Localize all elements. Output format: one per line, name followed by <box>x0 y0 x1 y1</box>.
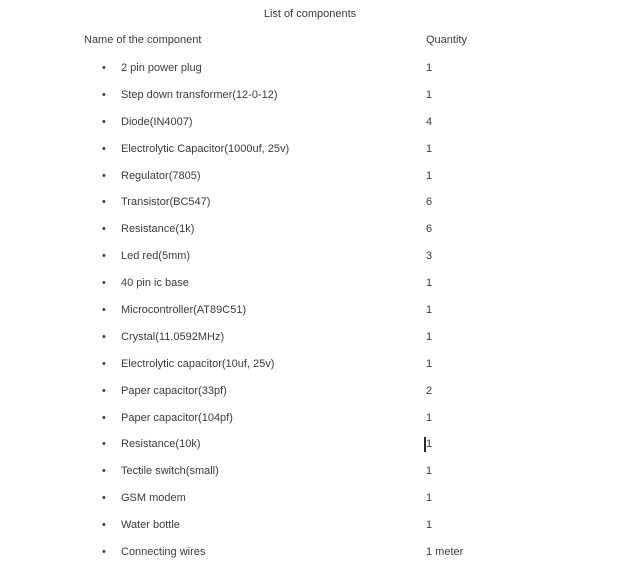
list-item <box>0 436 620 463</box>
component-name: Led red(5mm) <box>121 250 191 263</box>
list-item <box>0 87 620 114</box>
component-name: Microcontroller(AT89C51) <box>121 304 247 317</box>
quantity-value: 1 <box>426 438 433 451</box>
list-item <box>0 517 620 544</box>
component-name: Crystal(11.0592MHz) <box>121 330 225 343</box>
bullet-icon: • <box>102 411 106 424</box>
quantity-value: 1 meter <box>426 546 464 559</box>
component-name: Paper capacitor(104pf) <box>121 411 233 424</box>
quantity-value: 3 <box>426 250 433 263</box>
column-header-name: Name of the component <box>84 34 202 46</box>
component-name: 40 pin ic base <box>121 277 189 290</box>
quantity-value: 1 <box>426 465 433 478</box>
component-name: Connecting wires <box>121 546 206 559</box>
component-name: Step down transformer(12-0-12) <box>121 88 278 101</box>
list-item <box>0 356 620 383</box>
bullet-icon: • <box>102 438 106 451</box>
bullet-icon: • <box>102 304 106 317</box>
document-title: List of components <box>263 8 357 20</box>
list-item <box>0 410 620 437</box>
list-item <box>0 490 620 517</box>
bullet-icon: • <box>102 384 106 397</box>
bullet-icon: • <box>102 223 106 236</box>
quantity-value: 1 <box>426 142 433 155</box>
component-name: Paper capacitor(33pf) <box>121 384 227 397</box>
bullet-icon: • <box>102 142 106 155</box>
list-item <box>0 194 620 221</box>
bullet-icon: • <box>102 62 106 74</box>
column-header-quantity: Quantity <box>426 34 467 46</box>
quantity-value: 6 <box>426 196 433 209</box>
bullet-icon: • <box>102 88 106 101</box>
list-item <box>0 168 620 195</box>
quantity-value: 2 <box>426 384 433 397</box>
component-name: Transistor(BC547) <box>121 196 211 209</box>
list-item <box>0 141 620 168</box>
list-item <box>0 329 620 356</box>
component-name: 2 pin power plug <box>121 62 202 74</box>
quantity-value: 1 <box>426 492 433 505</box>
quantity-value: 1 <box>426 304 433 317</box>
bullet-icon: • <box>102 546 106 559</box>
quantity-value: 1 <box>426 357 433 370</box>
quantity-value: 1 <box>426 88 433 101</box>
quantity-value: 1 <box>426 519 433 532</box>
bullet-icon: • <box>102 519 106 532</box>
component-name: Resistance(1k) <box>121 223 195 236</box>
component-name: Regulator(7805) <box>121 169 201 182</box>
bullet-icon: • <box>102 492 106 505</box>
quantity-value: 1 <box>426 277 433 290</box>
component-name: Electrolytic capacitor(10uf, 25v) <box>121 357 275 370</box>
column-headers <box>0 34 620 48</box>
bullet-icon: • <box>102 465 106 478</box>
bullet-icon: • <box>102 115 106 128</box>
quantity-value: 1 <box>426 330 433 343</box>
list-item <box>0 463 620 490</box>
bullet-icon: • <box>102 330 106 343</box>
quantity-value: 1 <box>426 62 433 74</box>
component-name: Electrolytic Capacitor(1000uf, 25v) <box>121 142 290 155</box>
bullet-icon: • <box>102 277 106 290</box>
component-name: Tectile switch(small) <box>121 465 219 478</box>
list-item <box>0 248 620 275</box>
bullet-icon: • <box>102 250 106 263</box>
quantity-value: 4 <box>426 115 433 128</box>
list-item <box>0 544 620 571</box>
list-item <box>0 383 620 410</box>
text-cursor <box>424 437 426 452</box>
quantity-value: 6 <box>426 223 433 236</box>
list-item <box>0 60 620 87</box>
component-list <box>0 60 620 571</box>
component-name: Diode(IN4007) <box>121 115 193 128</box>
quantity-value: 1 <box>426 169 433 182</box>
bullet-icon: • <box>102 357 106 370</box>
list-item <box>0 114 620 141</box>
bullet-icon: • <box>102 196 106 209</box>
list-item <box>0 275 620 302</box>
quantity-value: 1 <box>426 411 433 424</box>
bullet-icon: • <box>102 169 106 182</box>
list-item <box>0 221 620 248</box>
component-name: Resistance(10k) <box>121 438 201 451</box>
list-item <box>0 302 620 329</box>
component-name: GSM modem <box>121 492 186 505</box>
component-name: Water bottle <box>121 519 180 532</box>
